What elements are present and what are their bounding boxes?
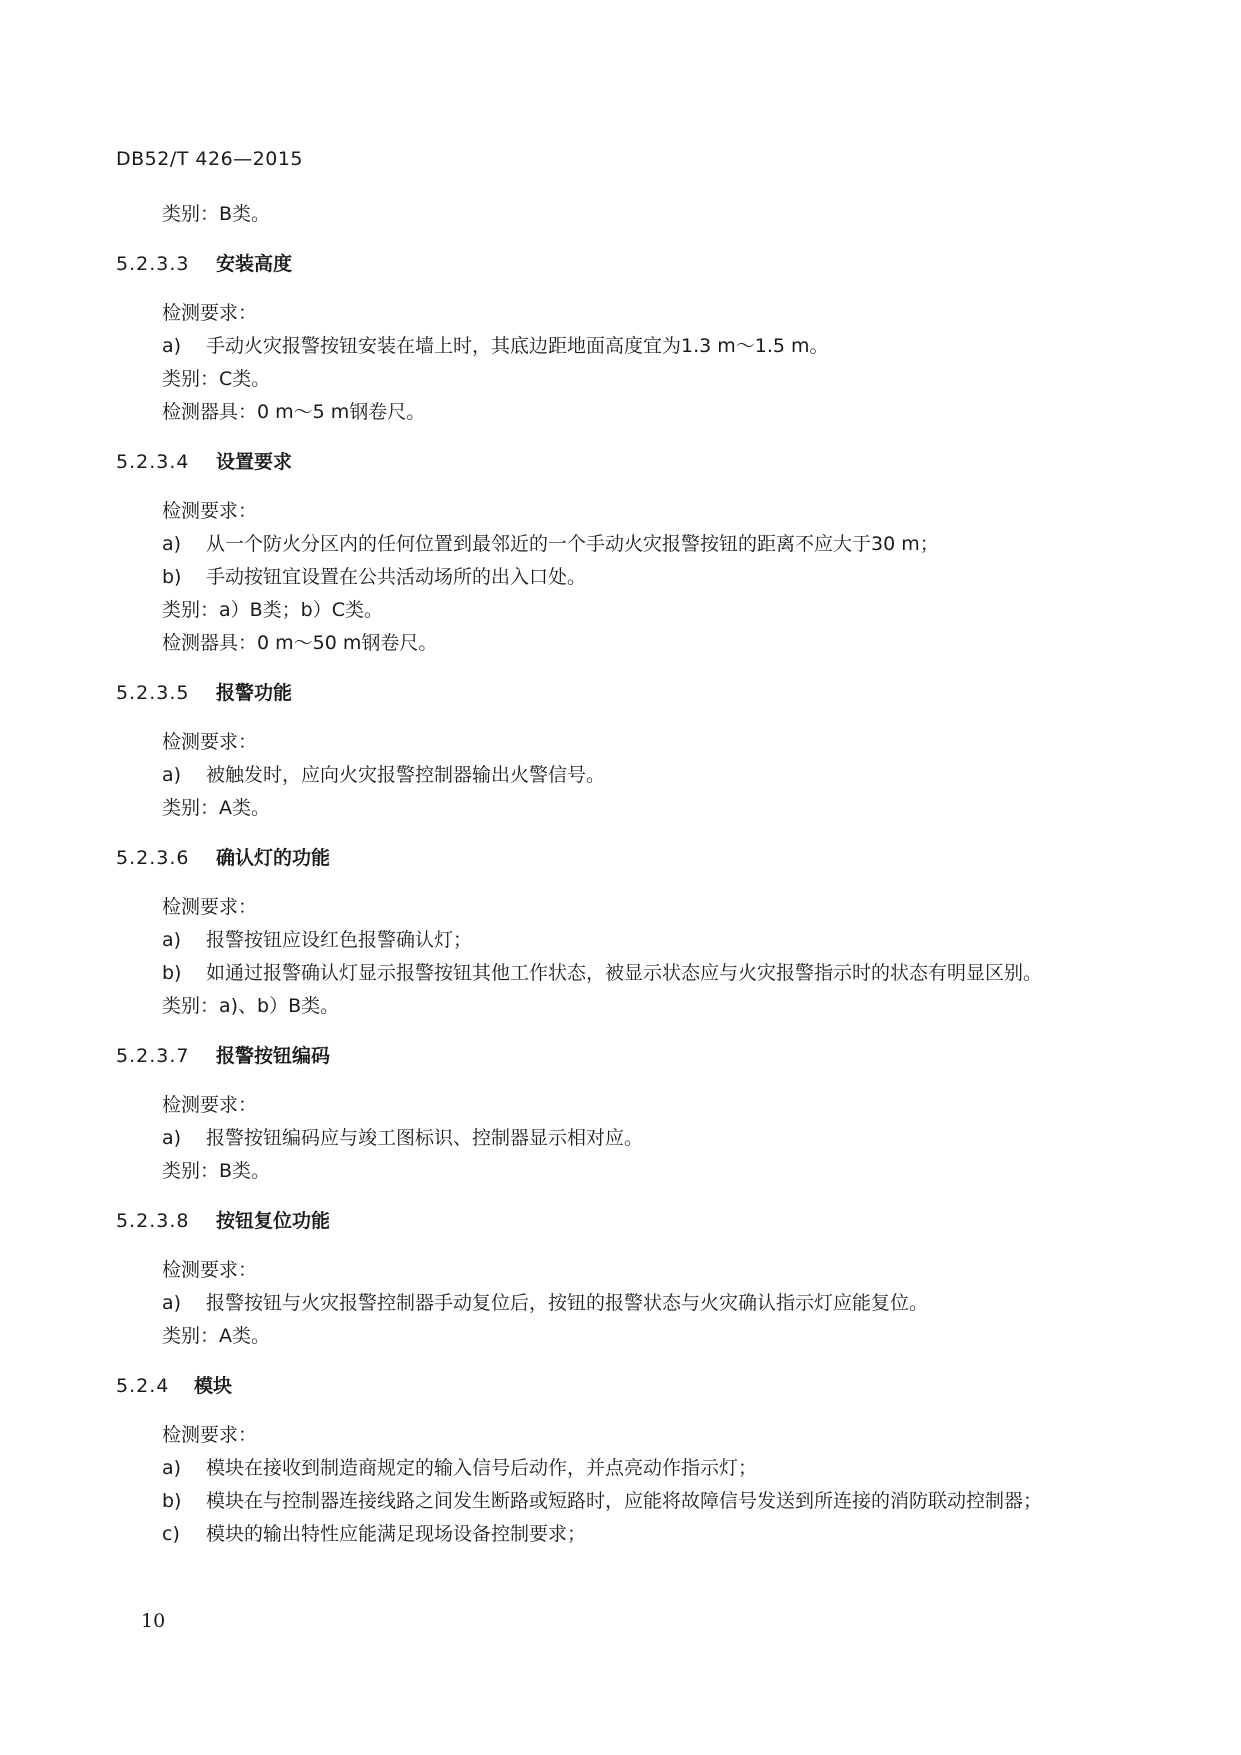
item-text: 如通过报警确认灯显示报警按钮其他工作状态，被显示状态应与火灾报警指示时的状态有明显区别。 [206, 962, 1043, 984]
section-title: 报警按钮编码 [216, 1045, 331, 1067]
section-title: 模块 [194, 1375, 233, 1397]
section-heading [116, 445, 1116, 479]
requirement-label: 检测要求： [162, 896, 258, 918]
section-heading [116, 1204, 1116, 1238]
category-line: 类别：A类。 [162, 1325, 270, 1347]
list-item [116, 330, 1116, 363]
section-title: 按钮复位功能 [216, 1210, 331, 1232]
list-item [116, 1287, 1116, 1320]
section-title: 确认灯的功能 [216, 847, 331, 869]
requirement-label: 检测要求： [162, 500, 258, 522]
item-text: 被触发时，应向火灾报警控制器输出火警信号。 [206, 764, 606, 786]
requirement-label: 检测要求： [162, 1094, 258, 1116]
section-number: 5.2.3.4 [116, 451, 190, 473]
item-mark: b) [162, 1490, 182, 1512]
requirement-label: 检测要求： [162, 1424, 258, 1446]
item-text: 手动按钮宜设置在公共活动场所的出入口处。 [206, 566, 587, 588]
section-heading [116, 1369, 1116, 1403]
item-text: 模块在接收到制造商规定的输入信号后动作，并点亮动作指示灯； [206, 1457, 758, 1479]
instrument-line: 检测器具：0 m～50 m钢卷尺。 [162, 632, 438, 654]
section-title: 设置要求 [216, 451, 293, 473]
item-mark: a) [162, 929, 182, 951]
list-item [116, 1485, 1116, 1518]
category-line: 类别：A类。 [162, 797, 270, 819]
list-item [116, 1122, 1116, 1155]
requirement-label: 检测要求： [162, 302, 258, 324]
list-item [116, 924, 1116, 957]
page-content [116, 198, 1116, 1551]
item-mark: c) [162, 1523, 180, 1545]
section-heading [116, 676, 1116, 710]
item-text: 报警按钮编码应与竣工图标识、控制器显示相对应。 [206, 1127, 644, 1149]
item-text: 手动火灾报警按钮安装在墙上时，其底边距地面高度宜为1.3 m～1.5 m。 [206, 335, 829, 357]
item-text: 模块在与控制器连接线路之间发生断路或短路时，应能将故障信号发送到所连接的消防联动控制器； [206, 1490, 1043, 1512]
document-code: DB52/T 426—2015 [116, 148, 304, 170]
category-line: 类别：B类。 [162, 203, 271, 225]
section-heading [116, 841, 1116, 875]
list-item [116, 561, 1116, 594]
item-text: 报警按钮应设红色报警确认灯； [206, 929, 473, 951]
category-line: 类别：B类。 [162, 1160, 271, 1182]
item-mark: a) [162, 1127, 182, 1149]
list-item [116, 1518, 1116, 1551]
item-mark: a) [162, 1457, 182, 1479]
category-line: 类别：C类。 [162, 368, 271, 390]
item-mark: b) [162, 962, 182, 984]
item-text: 报警按钮与火灾报警控制器手动复位后，按钮的报警状态与火灾确认指示灯应能复位。 [206, 1292, 929, 1314]
item-mark: a) [162, 1292, 182, 1314]
item-mark: a) [162, 335, 182, 357]
instrument-line: 检测器具：0 m～5 m钢卷尺。 [162, 401, 426, 423]
requirement-label: 检测要求： [162, 1259, 258, 1281]
page-number: 10 [141, 1610, 166, 1632]
section-number: 5.2.3.6 [116, 847, 190, 869]
list-item [116, 759, 1116, 792]
section-number: 5.2.3.3 [116, 253, 190, 275]
section-heading [116, 1039, 1116, 1073]
item-text: 模块的输出特性应能满足现场设备控制要求； [206, 1523, 587, 1545]
requirement-label: 检测要求： [162, 731, 258, 753]
list-item [116, 1452, 1116, 1485]
list-item [116, 957, 1116, 990]
item-text: 从一个防火分区内的任何位置到最邻近的一个手动火灾报警按钮的距离不应大于30 m； [206, 533, 939, 555]
category-line: 类别：a）B类；b）C类。 [162, 599, 384, 621]
item-mark: b) [162, 566, 182, 588]
section-title: 安装高度 [216, 253, 293, 275]
section-number: 5.2.4 [116, 1375, 170, 1397]
item-mark: a) [162, 764, 182, 786]
section-number: 5.2.3.8 [116, 1210, 190, 1232]
section-heading [116, 247, 1116, 281]
section-number: 5.2.3.5 [116, 682, 190, 704]
list-item [116, 528, 1116, 561]
category-line: 类别：a)、b）B类。 [162, 995, 340, 1017]
section-title: 报警功能 [216, 682, 293, 704]
item-mark: a) [162, 533, 182, 555]
section-number: 5.2.3.7 [116, 1045, 190, 1067]
